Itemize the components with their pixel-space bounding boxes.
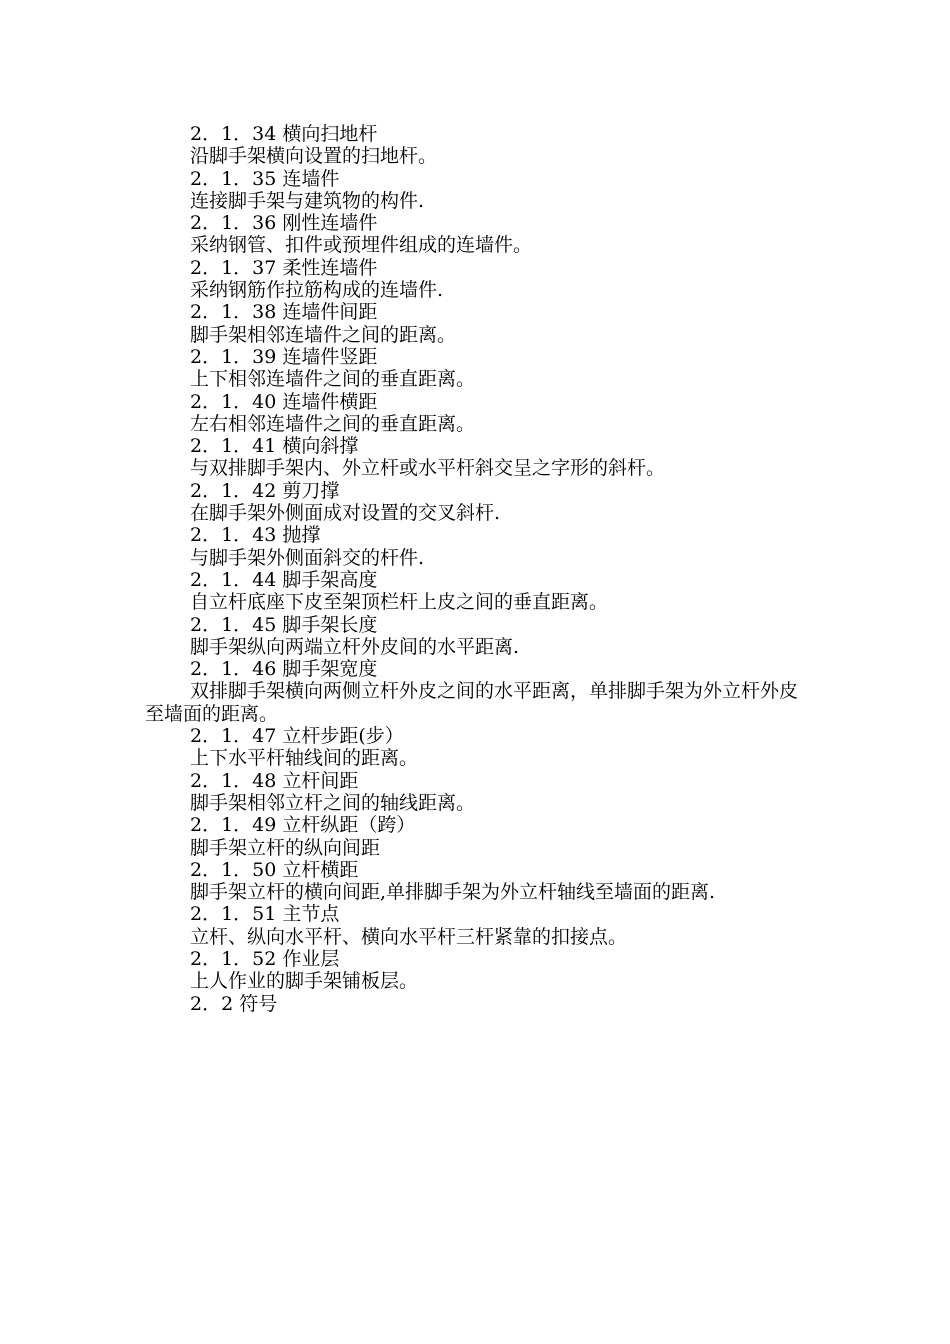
clause-definition-wrapped: 双排脚手架横向两侧立杆外皮之间的水平距离，单排脚手架为外立杆外皮至墙面的距离。	[145, 680, 799, 725]
clause-definition: 脚手架相邻连墙件之间的距离。	[190, 323, 457, 346]
clause-heading: 2．1．40 连墙件横距	[190, 390, 378, 413]
clause-definition: 与双排脚手架内、外立杆或水平杆斜交呈之字形的斜杆。	[190, 457, 666, 480]
clause-heading: 2．1．39 连墙件竖距	[190, 345, 378, 368]
section-heading: 2．2 符号	[190, 992, 278, 1015]
clause-heading: 2．1．48 立杆间距	[190, 769, 359, 792]
clause-definition: 连接脚手架与建筑物的构件.	[190, 189, 425, 212]
clause-heading: 2．1．41 横向斜撑	[190, 435, 359, 458]
clause-definition: 上人作业的脚手架铺板层。	[190, 970, 419, 993]
clause-definition: 采纳钢筋作拉筋构成的连墙件.	[190, 279, 444, 302]
clause-definition: 在脚手架外侧面成对设置的交叉斜杆.	[190, 502, 501, 525]
clause-definition: 脚手架立杆的横向间距,单排脚手架为外立杆轴线至墙面的距离.	[190, 881, 716, 904]
clause-heading: 2．1．47 立杆步距(步）	[190, 725, 404, 748]
clause-definition: 上下相邻连墙件之间的垂直距离。	[190, 368, 476, 391]
clause-heading: 2．1．34 横向扫地杆	[190, 123, 378, 145]
clause-heading: 2．1．52 作业层	[190, 947, 340, 970]
clause-definition: 沿脚手架横向设置的扫地杆。	[190, 145, 438, 168]
clause-definition: 自立杆底座下皮至架顶栏杆上皮之间的垂直距离。	[190, 591, 609, 614]
clause-heading: 2．1．46 脚手架宽度	[190, 658, 378, 681]
clause-definition: 脚手架相邻立杆之间的轴线距离。	[190, 791, 476, 814]
clause-heading: 2．1．50 立杆横距	[190, 858, 359, 881]
clause-definition: 上下水平杆轴线间的距离。	[190, 747, 419, 770]
clause-heading: 2．1．42 剪刀撑	[190, 479, 340, 502]
clause-definition: 脚手架纵向两端立杆外皮间的水平距离.	[190, 635, 520, 658]
clause-heading: 2．1．49 立杆纵距（跨）	[190, 814, 416, 837]
clause-definition: 与脚手架外侧面斜交的杆件.	[190, 546, 425, 569]
clause-heading: 2．1．51 主节点	[190, 903, 340, 926]
clause-definition: 立杆、纵向水平杆、横向水平杆三杆紧靠的扣接点。	[190, 925, 628, 948]
clause-definition: 左右相邻连墙件之间的垂直距离。	[190, 412, 476, 435]
clause-heading: 2．1．37 柔性连墙件	[190, 256, 378, 279]
clause-heading: 2．1．44 脚手架高度	[190, 568, 378, 591]
clause-definition: 脚手架立杆的纵向间距	[190, 836, 381, 859]
document-body	[145, 123, 810, 1015]
clause-heading: 2．1．45 脚手架长度	[190, 613, 378, 636]
clause-heading: 2．1．43 抛撑	[190, 524, 321, 547]
clause-heading: 2．1．35 连墙件	[190, 167, 340, 190]
clause-heading: 2．1．38 连墙件间距	[190, 301, 378, 324]
clause-heading: 2．1．36 刚性连墙件	[190, 212, 378, 235]
clause-definition: 采纳钢管、扣件或预埋件组成的连墙件。	[190, 234, 533, 257]
